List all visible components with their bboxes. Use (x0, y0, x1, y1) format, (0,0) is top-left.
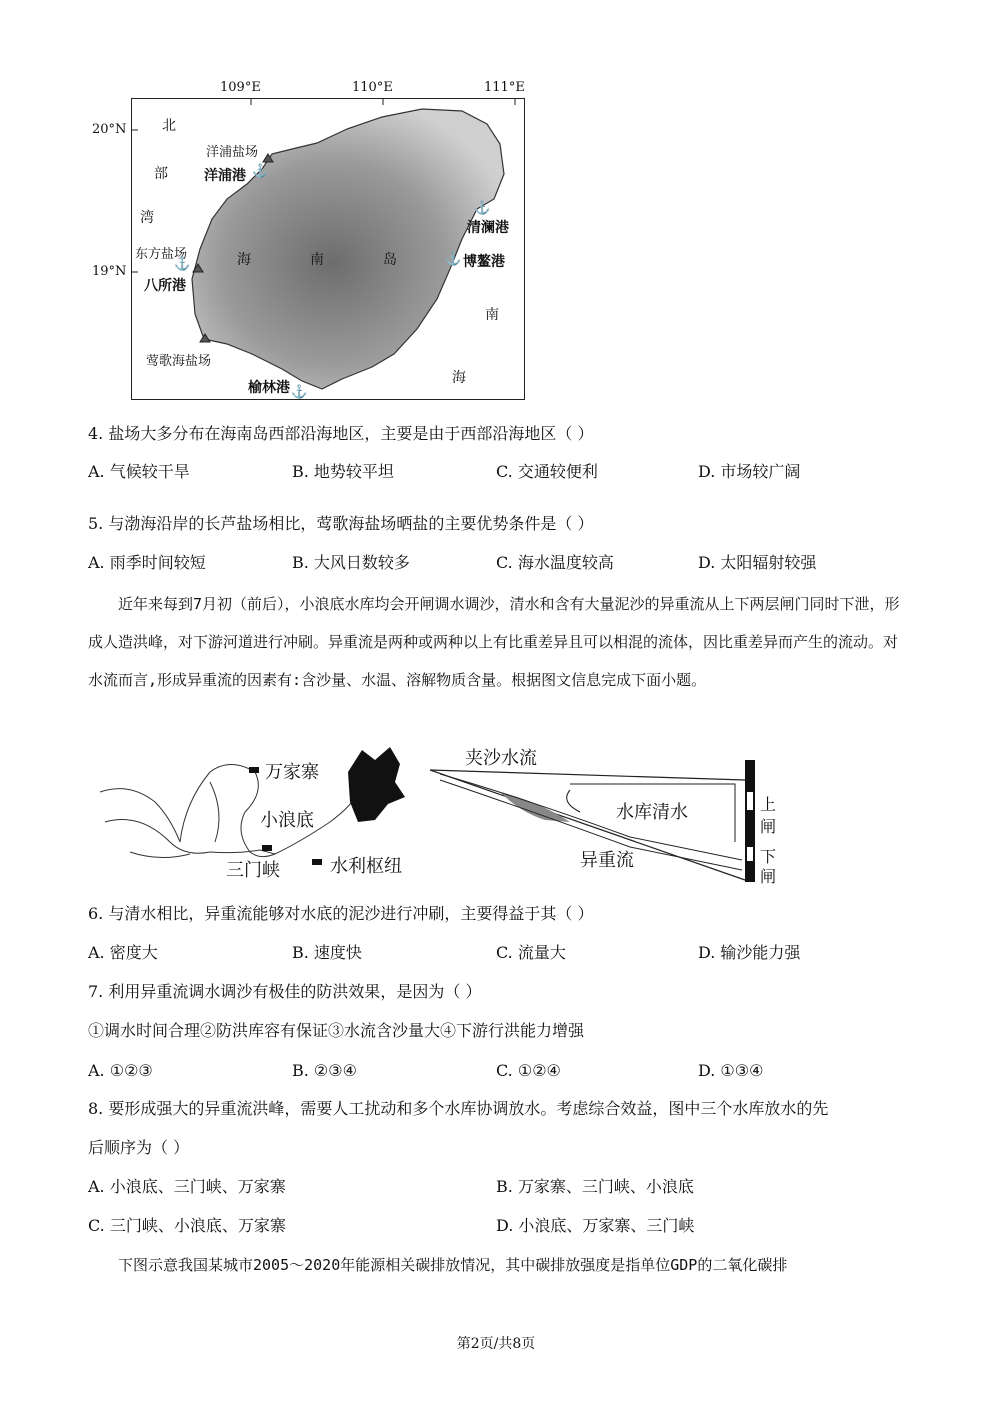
lat-label-19: 19°N (92, 264, 127, 279)
upper-gate-char-1: 上 (760, 795, 777, 814)
q4-option-b: B. 地势较平坦 (292, 462, 394, 481)
yinggehai-salt-field: 莺歌海盐场 (146, 354, 212, 369)
sanmenxia-label: 三门峡 (226, 860, 280, 881)
island-char-2: 南 (310, 252, 324, 268)
next-passage-text: 下图示意我国某城市2005～2020年能源相关碳排放情况，其中碳排放强度是指单位GDP的二氧化碳排 (118, 1256, 788, 1274)
gulf-char-3: 湾 (140, 210, 154, 226)
q8-option-c: C. 三门峡、小浪底、万家寨 (88, 1216, 286, 1235)
q5-option-c: C. 海水温度较高 (496, 553, 614, 572)
question-4-stem: 4. 盐场大多分布在海南岛西部沿海地区，主要是由于西部沿海地区（ ） (88, 424, 594, 443)
q8-option-d: D. 小浪底、万家寨、三门峡 (496, 1216, 695, 1235)
island-char-1: 海 (237, 252, 251, 268)
dongfang-salt-field: 东方盐场 (135, 247, 188, 262)
qinglan-port: 清澜港 (467, 220, 509, 236)
question-8-stem-line-2: 后顺序为（ ） (88, 1138, 190, 1157)
sea-char-2: 海 (452, 370, 466, 386)
xiaolangdi-label: 小浪底 (260, 810, 314, 831)
upper-gate-char-2: 闸 (760, 817, 777, 836)
question-6-stem: 6. 与清水相比，异重流能够对水底的泥沙进行冲刷，主要得益于其（ ） (88, 904, 594, 923)
q8-option-a: A. 小浪底、三门峡、万家寨 (88, 1177, 286, 1196)
density-current-label: 异重流 (580, 850, 634, 871)
sea-char-1: 南 (485, 307, 499, 323)
gulf-char-1: 北 (162, 118, 176, 134)
wanjiazhai-label: 万家寨 (265, 762, 319, 783)
question-7-stem: 7. 利用异重流调水调沙有极佳的防洪效果，是因为（ ） (88, 982, 482, 1001)
q5-option-d: D. 太阳辐射较强 (698, 553, 817, 572)
anchor-icon: ⚓ (291, 385, 308, 400)
clear-water-label: 水库清水 (616, 802, 688, 823)
lower-gate-char-2: 闸 (760, 867, 777, 886)
q8-option-b: B. 万家寨、三门峡、小浪底 (496, 1177, 694, 1196)
hainan-map (131, 98, 525, 400)
question-5-stem: 5. 与渤海沿岸的长芦盐场相比，莺歌海盐场晒盐的主要优势条件是（ ） (88, 514, 594, 533)
anchor-icon: ⚓ (474, 201, 491, 216)
passage-text: 近年来每到7月初（前后），小浪底水库均会开闸调水调沙，清水和含有大量泥沙的异重流从上下两层闸门同时下泄，形成人造洪峰，对下游河道进行冲刷。异重流是两种或两种以上有比重差异且可以相混的流体，因比重差异而产生的流动。对水流而言,形成异重流的因素有:含沙量、水温、溶解物质含量。根据图文信息完成下面小题。 (88, 595, 900, 689)
lon-label-109: 109°E (220, 80, 261, 95)
hydro-hub-legend: 水利枢纽 (330, 856, 402, 877)
q6-option-c: C. 流量大 (496, 943, 566, 962)
reservoir-diagram (430, 742, 790, 887)
q4-option-a: A. 气候较干旱 (88, 462, 190, 481)
q6-option-a: A. 密度大 (88, 943, 158, 962)
q5-option-b: B. 大风日数较多 (292, 553, 410, 572)
anchor-icon: ⚓ (252, 164, 269, 179)
anchor-icon: ⚓ (445, 252, 462, 267)
q4-option-d: D. 市场较广阔 (698, 462, 801, 481)
question-8-stem-line-1: 8. 要形成强大的异重流洪峰，需要人工扰动和多个水库协调放水。考虑综合效益，图中三个水库放水的先 (88, 1099, 829, 1118)
basuo-port: 八所港 (144, 278, 186, 294)
island-char-3: 岛 (383, 252, 397, 268)
boao-port: 博鳌港 (463, 254, 505, 270)
anchor-icon: ⚓ (174, 257, 191, 272)
q7-option-c: C. ①②④ (496, 1061, 561, 1080)
yangpu-salt-field: 洋浦盐场 (206, 145, 259, 160)
yulin-port: 榆林港 (248, 380, 290, 396)
q7-option-b: B. ②③④ (292, 1061, 357, 1080)
river-diagram (100, 742, 420, 882)
page-footer: 第2页/共8页 (456, 1336, 536, 1352)
lon-label-110: 110°E (352, 80, 393, 95)
lat-label-20: 20°N (92, 122, 127, 137)
yangpu-port: 洋浦港 (204, 168, 246, 184)
gulf-char-2: 部 (154, 166, 168, 182)
q7-option-a: A. ①②③ (88, 1061, 153, 1080)
q4-option-c: C. 交通较便利 (496, 462, 598, 481)
q6-option-d: D. 输沙能力强 (698, 943, 801, 962)
question-7-items: ①调水时间合理②防洪库容有保证③水流含沙量大④下游行洪能力增强 (88, 1021, 585, 1040)
lower-gate-char-1: 下 (760, 847, 777, 866)
sediment-flow-label: 夹沙水流 (465, 748, 537, 769)
q5-option-a: A. 雨季时间较短 (88, 553, 206, 572)
q7-option-d: D. ①③④ (698, 1061, 764, 1080)
lon-label-111: 111°E (484, 80, 525, 95)
q6-option-b: B. 速度快 (292, 943, 362, 962)
